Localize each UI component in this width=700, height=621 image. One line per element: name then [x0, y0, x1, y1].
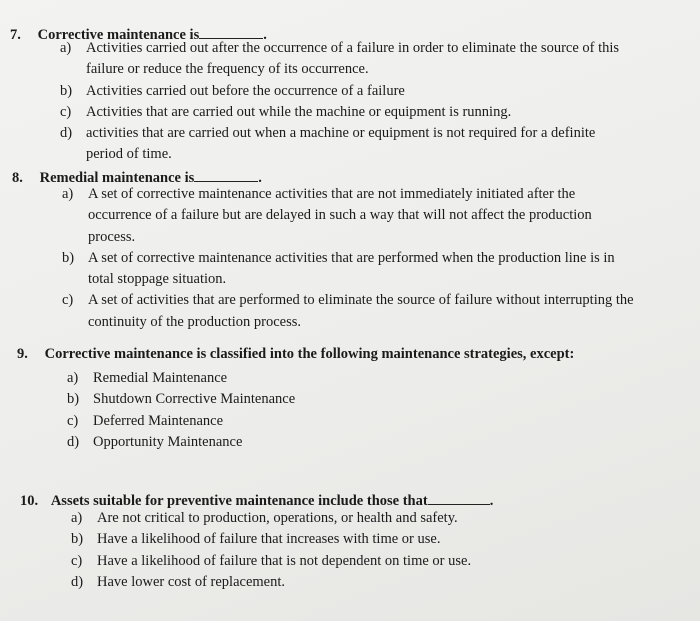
- question-9-options: [67, 368, 567, 453]
- option-letter: c): [62, 292, 74, 309]
- option-letter: b): [71, 531, 84, 548]
- option: [60, 123, 626, 166]
- option-text: Have a likelihood of failure that increases with time or use.: [97, 531, 441, 548]
- option-text: activities that are carried out when a machine or equipment is not required for a definite period of time.: [86, 125, 596, 163]
- option-text: A set of corrective maintenance activities that are not immediately initiated after the occurrence of a failure but are delayed in such a way that will not affect the production process.: [88, 186, 592, 245]
- option-letter: d): [71, 573, 84, 590]
- option: [71, 551, 591, 572]
- option: [60, 81, 626, 102]
- answer-blank: [199, 24, 263, 39]
- question-trailing: .: [263, 27, 267, 43]
- question-trailing: .: [489, 493, 494, 509]
- option-letter: c): [60, 103, 72, 120]
- option: [60, 102, 626, 123]
- option-text: Activities carried out before the occurrence of a failure: [86, 82, 405, 99]
- question-number: 7.: [10, 27, 21, 43]
- option: [71, 572, 591, 593]
- option-text: Have lower cost of replacement.: [97, 573, 286, 590]
- answer-blank: [194, 167, 258, 182]
- option-letter: c): [67, 412, 79, 429]
- option-text: A set of corrective maintenance activities that are performed when the production line is in total stoppage situation.: [88, 249, 615, 288]
- option: [62, 248, 634, 291]
- question-number: 9.: [17, 346, 28, 362]
- option-letter: d): [60, 125, 73, 142]
- option-letter: b): [67, 391, 80, 408]
- option-letter: a): [62, 186, 74, 202]
- option: [71, 508, 591, 529]
- option-text: Activities carried out after the occurrence of a failure in order to eliminate the source of this failure or reduce the frequency of its occurrence.: [86, 40, 620, 78]
- question-text: Remedial maintenance is: [39, 170, 195, 186]
- question-text: Assets suitable for preventive maintenance include those that: [50, 493, 428, 509]
- option-letter: d): [67, 433, 80, 450]
- option-text: Are not critical to production, operations, or health and safety.: [97, 510, 458, 526]
- question-7-options: [60, 38, 626, 166]
- option-letter: a): [60, 40, 72, 56]
- option-letter: b): [60, 82, 73, 99]
- option: [62, 184, 634, 248]
- question-text: Corrective maintenance is classified into the following maintenance strategies, except:: [44, 346, 575, 362]
- option-text: Opportunity Maintenance: [93, 433, 243, 450]
- option: [67, 432, 567, 453]
- option-letter: b): [62, 249, 75, 266]
- option-letter: a): [71, 510, 83, 526]
- option: [71, 529, 591, 550]
- question-number: 10.: [20, 493, 39, 509]
- option: [67, 411, 567, 432]
- question-10-options: [71, 508, 591, 593]
- option-letter: a): [67, 370, 79, 386]
- question-number: 8.: [12, 170, 23, 186]
- option: [60, 38, 626, 81]
- option-text: A set of activities that are performed to eliminate the source of failure without interrupting the continuity of the production process.: [88, 292, 634, 330]
- option-text: Have a likelihood of failure that is not dependent on time or use.: [97, 552, 472, 569]
- option-text: Remedial Maintenance: [93, 370, 228, 386]
- question-9-stem: [17, 344, 574, 365]
- option: [67, 368, 567, 389]
- option: [67, 389, 567, 410]
- option-text: Shutdown Corrective Maintenance: [93, 391, 296, 408]
- question-text: Corrective maintenance is: [37, 27, 200, 43]
- option-letter: c): [71, 552, 83, 569]
- option-text: Deferred Maintenance: [93, 412, 224, 429]
- question-trailing: .: [258, 170, 262, 186]
- answer-blank: [428, 490, 490, 505]
- option: [62, 290, 634, 333]
- question-8-options: [62, 184, 634, 333]
- option-text: Activities that are carried out while the machine or equipment is running.: [86, 103, 512, 120]
